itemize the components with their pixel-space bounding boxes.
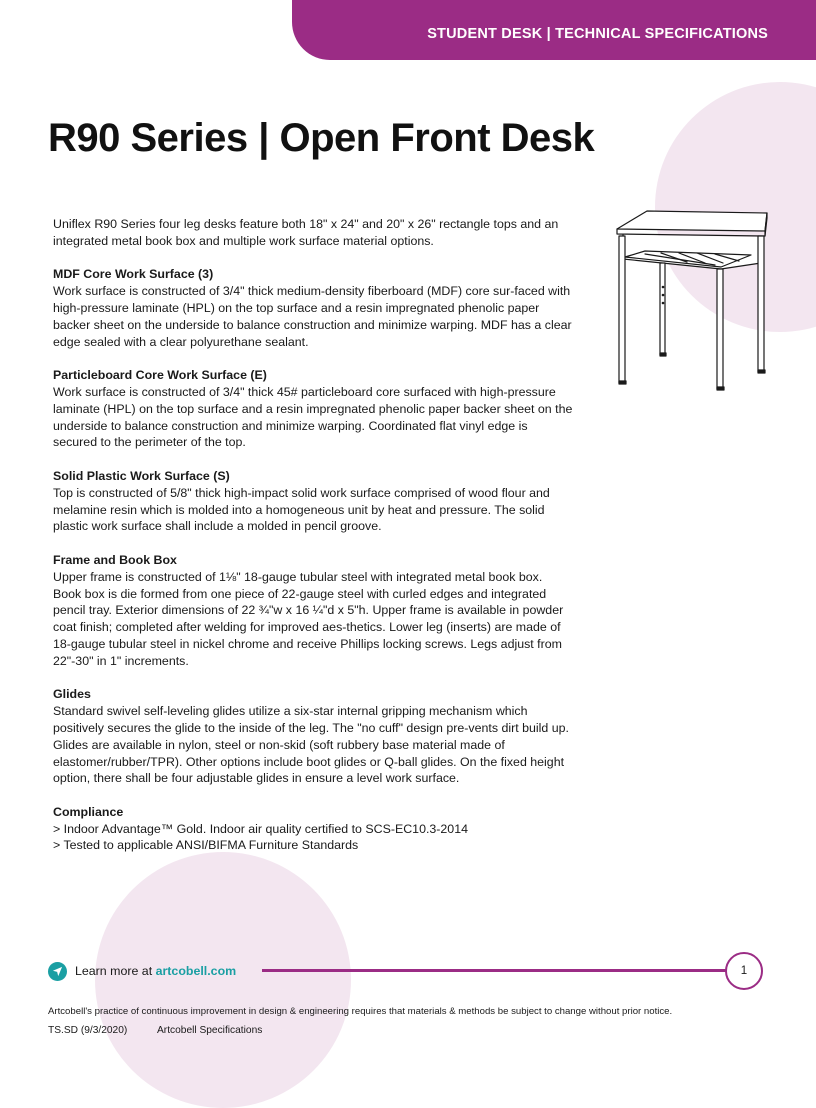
spec-content	[53, 216, 573, 854]
website-link[interactable]: artcobell.com	[155, 964, 237, 978]
learn-more-prefix: Learn more at	[75, 964, 156, 978]
section-heading-compliance: Compliance	[53, 804, 124, 819]
footer-divider	[262, 969, 726, 972]
header-label: STUDENT DESK | TECHNICAL SPECIFICATIONS	[427, 26, 768, 42]
section-solid-plastic	[53, 468, 573, 535]
section-heading-frame: Frame and Book Box	[53, 552, 177, 567]
section-heading-particleboard: Particleboard Core Work Surface (E)	[53, 368, 267, 383]
section-heading-solid-plastic: Solid Plastic Work Surface (S)	[53, 468, 230, 483]
learn-more-text	[75, 964, 236, 978]
learn-more	[48, 961, 236, 981]
compliance-line-1: > Indoor Advantage™ Gold. Indoor air quality certified to SCS-EC10.3-2014	[53, 821, 468, 836]
document-code: TS.SD (9/3/2020)	[48, 1025, 128, 1036]
section-frame	[53, 552, 573, 670]
section-body-particleboard: Work surface is constructed of 3/4" thick 45# particleboard core surfaced with high-pressure laminate (HPL) on the top surface and a resin impregnated phenolic paper backer sheet on the underside to balance construction and minimize warping. Coordinated flat vinyl edge is secured to the perimeter of the top.	[53, 384, 573, 450]
section-glides	[53, 686, 573, 787]
section-body-glides: Standard swivel self-leveling glides utilize a six-star internal gripping mechanism which positively secures the glide to the inside of the leg. The "no cuff" design pre-vents dirt build up. Glides are available in nylon, steel or non-skid (soft rubbery base material made of elastomer/rubber/TPR). Other options include boot glides or Q-ball glides. On the fixed height option, there shall be four adjustable glides in ensure a level work surface.	[53, 704, 569, 786]
section-compliance	[53, 804, 573, 854]
navigation-arrow-icon	[48, 962, 67, 981]
compliance-line-2: > Tested to applicable ANSI/BIFMA Furniture Standards	[53, 838, 359, 853]
section-body-frame: Upper frame is constructed of 1⅛" 18-gauge tubular steel with integrated metal book box. Book box is die formed from one piece of 22-gauge steel with curled edges and integrated pencil tray. Exterior dimensions of 22 ¾"w x 16 ¼"d x 5"h. Upper frame is available in powder coat finish; completed after welding for improved aes-thetics. Lower leg (inserts) are made of 18-gauge tubular steel in nickel chrome and receive Phillips locking screws. Legs adjust from 22"-30" in 1" increments.	[53, 569, 564, 668]
section-heading-glides: Glides	[53, 687, 91, 702]
intro-paragraph: Uniflex R90 Series four leg desks feature both 18" x 24" and 20" x 26" rectangle tops and an integrated metal book box and multiple work surface material options.	[53, 217, 559, 248]
disclaimer-text: Artcobell's practice of continuous improvement in design & engineering requires that materials & methods be subject to change without prior notice.	[48, 1006, 673, 1017]
page-title: R90 Series | Open Front Desk	[48, 116, 595, 160]
desk-illustration	[605, 205, 780, 395]
section-mdf	[53, 266, 573, 350]
section-heading-mdf: MDF Core Work Surface (3)	[53, 267, 214, 282]
page-number: 1	[725, 952, 763, 990]
section-body-mdf: Work surface is constructed of 3/4" thick medium-density fiberboard (MDF) core sur-faced with high-pressure laminate (HPL) on the top surface and a resin impregnated phenolic paper backer sheet on the underside to balance construction and minimize warping. MDF has a clear edge sealed with a clear polyurethane sealant.	[53, 284, 572, 349]
section-particleboard	[53, 367, 573, 451]
document-label: Artcobell Specifications	[157, 1025, 263, 1036]
header-bar	[292, 0, 816, 60]
section-body-solid-plastic: Top is constructed of 5/8" thick high-impact solid work surface comprised of wood flour and melamine resin which is molded into a homogeneous unit by heat and pressure. The solid plastic work surface shall include a molded in pencil groove.	[53, 485, 550, 534]
